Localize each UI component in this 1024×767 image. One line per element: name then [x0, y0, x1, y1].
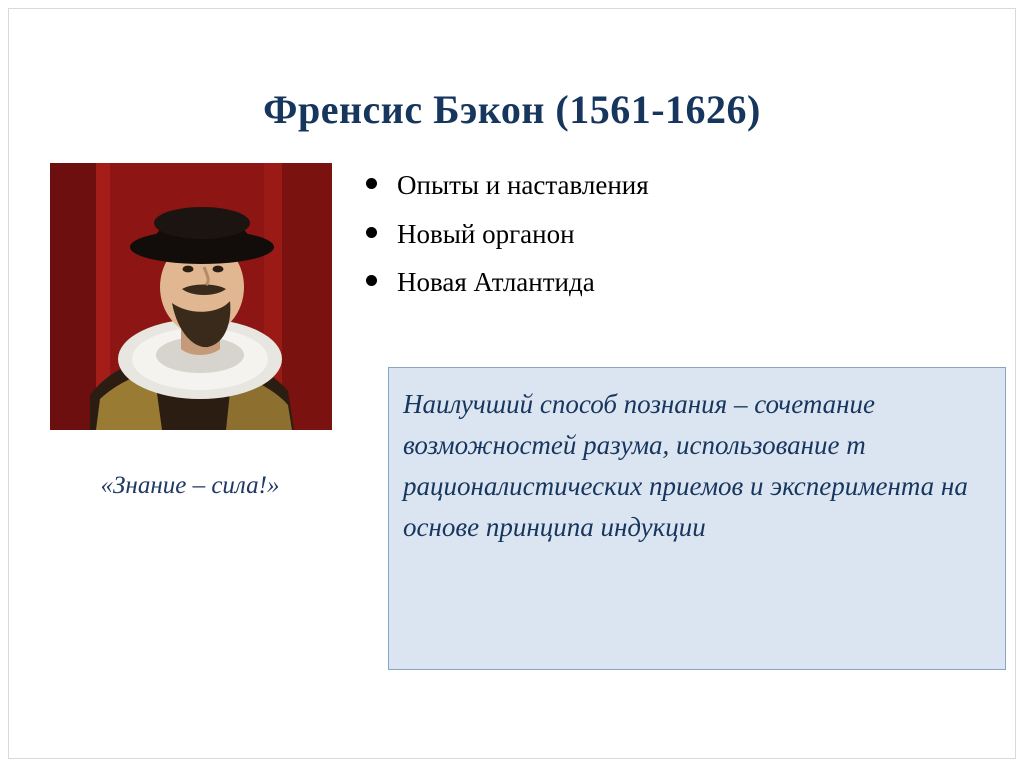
- bullet-dot-icon: [366, 275, 377, 286]
- slide-frame-top: [8, 8, 1016, 9]
- list-item-label: Новая Атлантида: [397, 267, 595, 298]
- portrait-illustration: [50, 163, 332, 430]
- list-item: [366, 265, 946, 300]
- bullet-dot-icon: [366, 227, 377, 238]
- portrait-quote: «Знание – сила!»: [100, 472, 280, 499]
- list-item: [366, 217, 946, 252]
- bullet-list: [366, 168, 946, 314]
- slide-frame-left: [8, 8, 9, 759]
- callout-box: [388, 367, 1006, 670]
- list-item-label: Новый органон: [397, 218, 575, 249]
- slide-frame-bottom: [8, 758, 1016, 759]
- slide-frame-right: [1015, 8, 1016, 759]
- portrait-image: [50, 163, 332, 430]
- list-item-label: Опыты и наставления: [397, 170, 649, 200]
- callout-text: Наилучший способ познания – сочетание возможностей разума, использование т рационалистических приемов и эксперимента на основе принципа индукции: [403, 389, 968, 543]
- bullet-dot-icon: [366, 178, 377, 189]
- list-item: [366, 168, 946, 203]
- slide-title: Френсис Бэкон (1561-1626): [263, 87, 761, 132]
